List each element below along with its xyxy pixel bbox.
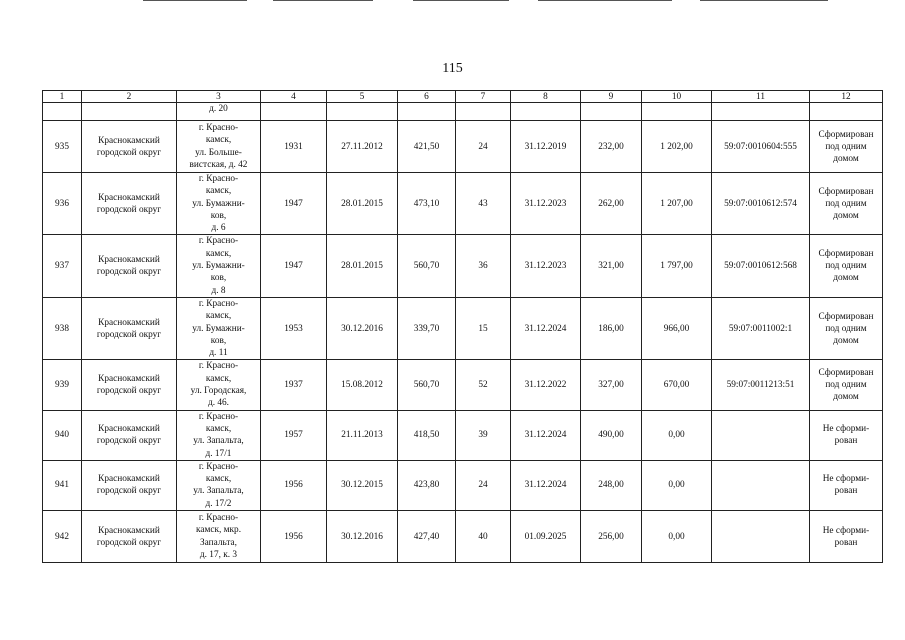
- municipality-cell: Краснокамский городской округ: [82, 360, 177, 410]
- column-10-cell: 670,00: [642, 360, 712, 410]
- area-cell: 418,50: [398, 410, 456, 460]
- column-9-cell: 186,00: [581, 297, 642, 359]
- residents-cell: 40: [456, 511, 511, 563]
- address-line: ул. Бумажни-: [192, 323, 245, 334]
- status-line: под одним: [825, 261, 867, 272]
- recognition-date-cell: 15.08.2012: [327, 360, 398, 410]
- address-cell: [177, 297, 261, 359]
- cadastral-number-cell: [712, 410, 810, 460]
- area-cell: 423,80: [398, 460, 456, 510]
- column-9-cell: 232,00: [581, 121, 642, 173]
- row-number-cell: 937: [43, 235, 82, 297]
- row-number-cell: 942: [43, 511, 82, 563]
- address-cell: [177, 460, 261, 510]
- address-line: ул. Запальта,: [193, 486, 244, 497]
- address-line: д. 17/2: [205, 498, 232, 509]
- residents-cell: 39: [456, 410, 511, 460]
- status-cell: [810, 173, 883, 235]
- address-line: г. Красно-: [198, 512, 239, 523]
- column-header: 7: [456, 91, 511, 103]
- status-line: Сформирован: [818, 311, 874, 322]
- address-line: ул. Бумажни-: [192, 198, 245, 209]
- area-cell: 473,10: [398, 173, 456, 235]
- residents-cell: 24: [456, 460, 511, 510]
- status-line: Не сформи-: [822, 525, 870, 536]
- address-cell: [177, 511, 261, 563]
- status-line: рован: [834, 436, 858, 447]
- column-header: 1: [43, 91, 82, 103]
- column-header: 6: [398, 91, 456, 103]
- address-line: д. 6: [211, 223, 226, 234]
- table-row: [43, 173, 883, 235]
- address-line: ул. Запальта,: [193, 436, 244, 447]
- address-line: д. 46.: [208, 398, 229, 409]
- row-number-cell: 935: [43, 121, 82, 173]
- resettlement-term-cell: 01.09.2025: [511, 511, 581, 563]
- municipality-cell: Краснокамский городской округ: [82, 173, 177, 235]
- status-cell: [810, 360, 883, 410]
- status-cell: [810, 460, 883, 510]
- address-line: д. 11: [209, 348, 228, 359]
- table-row: [43, 511, 883, 563]
- status-line: Сформирован: [818, 249, 874, 260]
- municipality-cell: Краснокамский городской округ: [82, 460, 177, 510]
- address-cell: [177, 360, 261, 410]
- recognition-date-cell: 27.11.2012: [327, 121, 398, 173]
- cadastral-number-cell: 59:07:0010604:555: [712, 121, 810, 173]
- address-line: камск,: [205, 311, 232, 322]
- column-10-cell: 0,00: [642, 511, 712, 563]
- column-10-cell: 1 207,00: [642, 173, 712, 235]
- column-9-cell: 490,00: [581, 410, 642, 460]
- column-10-cell: 1 797,00: [642, 235, 712, 297]
- year-built-cell: 1937: [261, 360, 327, 410]
- address-line: камск,: [205, 248, 232, 259]
- year-built-cell: 1931: [261, 121, 327, 173]
- address-line: вистская, д. 42: [189, 159, 248, 170]
- page-number: 115: [442, 61, 463, 76]
- status-cell: [810, 121, 883, 173]
- address-line: камск,: [205, 474, 232, 485]
- table-row: [43, 297, 883, 359]
- column-10-cell: 1 202,00: [642, 121, 712, 173]
- address-line: ков,: [210, 210, 227, 221]
- cadastral-number-cell: 59:07:0010612:574: [712, 173, 810, 235]
- resettlement-term-cell: 31.12.2022: [511, 360, 581, 410]
- residents-cell: 43: [456, 173, 511, 235]
- cadastral-number-cell: 59:07:0011002:1: [712, 297, 810, 359]
- status-line: рован: [834, 486, 858, 497]
- year-built-cell: 1947: [261, 235, 327, 297]
- status-line: рован: [834, 537, 858, 548]
- column-header: 8: [511, 91, 581, 103]
- column-number-row: [43, 91, 883, 103]
- column-9-cell: 262,00: [581, 173, 642, 235]
- area-cell: 339,70: [398, 297, 456, 359]
- status-line: Не сформи-: [822, 424, 870, 435]
- area-cell: 560,70: [398, 360, 456, 410]
- column-header: 4: [261, 91, 327, 103]
- recognition-date-cell: 21.11.2013: [327, 410, 398, 460]
- municipality-cell: Краснокамский городской округ: [82, 235, 177, 297]
- year-built-cell: 1947: [261, 173, 327, 235]
- address-line: д. 8: [211, 285, 226, 296]
- status-line: Сформирован: [818, 186, 874, 197]
- residents-cell: 15: [456, 297, 511, 359]
- address-line: г. Красно-: [198, 122, 239, 133]
- cadastral-number-cell: [712, 511, 810, 563]
- column-9-cell: 321,00: [581, 235, 642, 297]
- status-line: Сформирован: [818, 129, 874, 140]
- column-header: 3: [177, 91, 261, 103]
- row-number-cell: 941: [43, 460, 82, 510]
- table-row: [43, 460, 883, 510]
- year-built-cell: 1957: [261, 410, 327, 460]
- address-line: г. Красно-: [198, 236, 239, 247]
- address-line: Запальта,: [200, 537, 237, 548]
- area-cell: 427,40: [398, 511, 456, 563]
- status-line: Не сформи-: [822, 474, 870, 485]
- address-line: ков,: [210, 273, 227, 284]
- address-line: ул. Городская,: [190, 386, 247, 397]
- address-line: камск, мкр.: [195, 525, 242, 536]
- address-cell: [177, 173, 261, 235]
- column-9-cell: 248,00: [581, 460, 642, 510]
- address-cell: д. 20: [177, 103, 261, 121]
- municipality-cell: Краснокамский городской округ: [82, 410, 177, 460]
- status-cell: [810, 511, 883, 563]
- status-line: домом: [833, 335, 859, 346]
- status-line: Сформирован: [818, 368, 874, 379]
- year-built-cell: 1956: [261, 511, 327, 563]
- address-line: д. 17, к. 3: [199, 549, 238, 560]
- column-10-cell: 0,00: [642, 410, 712, 460]
- status-line: под одним: [825, 323, 867, 334]
- scan-top-rule: [0, 0, 905, 4]
- recognition-date-cell: 30.12.2016: [327, 511, 398, 563]
- residents-cell: 24: [456, 121, 511, 173]
- status-line: домом: [833, 210, 859, 221]
- area-cell: 421,50: [398, 121, 456, 173]
- address-line: г. Красно-: [198, 461, 239, 472]
- area-cell: 560,70: [398, 235, 456, 297]
- housing-register-table: [42, 90, 883, 563]
- column-header: 11: [712, 91, 810, 103]
- column-header: 5: [327, 91, 398, 103]
- recognition-date-cell: 28.01.2015: [327, 173, 398, 235]
- address-line: ул. Бумажни-: [192, 261, 245, 272]
- recognition-date-cell: 30.12.2015: [327, 460, 398, 510]
- municipality-cell: Краснокамский городской округ: [82, 121, 177, 173]
- row-number-cell: 940: [43, 410, 82, 460]
- residents-cell: 52: [456, 360, 511, 410]
- year-built-cell: 1956: [261, 460, 327, 510]
- address-line: камск,: [205, 373, 232, 384]
- column-9-cell: 327,00: [581, 360, 642, 410]
- address-line: ков,: [210, 335, 227, 346]
- continuation-row: [43, 103, 883, 121]
- column-10-cell: 0,00: [642, 460, 712, 510]
- address-line: камск,: [205, 423, 232, 434]
- cadastral-number-cell: [712, 460, 810, 510]
- column-header: 10: [642, 91, 712, 103]
- recognition-date-cell: 30.12.2016: [327, 297, 398, 359]
- municipality-cell: Краснокамский городской округ: [82, 511, 177, 563]
- status-cell: [810, 410, 883, 460]
- year-built-cell: 1953: [261, 297, 327, 359]
- address-line: г. Красно-: [198, 411, 239, 422]
- municipality-cell: Краснокамский городской округ: [82, 297, 177, 359]
- table-row: [43, 235, 883, 297]
- table-row: [43, 360, 883, 410]
- address-line: камск,: [205, 186, 232, 197]
- address-line: г. Красно-: [198, 361, 239, 372]
- table-row: [43, 121, 883, 173]
- address-line: г. Красно-: [198, 174, 239, 184]
- row-number-cell: 938: [43, 297, 82, 359]
- address-line: ул. Больше-: [195, 147, 242, 158]
- address-line: камск,: [205, 135, 232, 146]
- residents-cell: 36: [456, 235, 511, 297]
- resettlement-term-cell: 31.12.2019: [511, 121, 581, 173]
- status-cell: [810, 297, 883, 359]
- row-number-cell: 936: [43, 173, 82, 235]
- column-9-cell: 256,00: [581, 511, 642, 563]
- resettlement-term-cell: 31.12.2024: [511, 297, 581, 359]
- cadastral-number-cell: 59:07:0011213:51: [712, 360, 810, 410]
- status-line: под одним: [825, 198, 867, 209]
- resettlement-term-cell: 31.12.2023: [511, 173, 581, 235]
- column-header: 9: [581, 91, 642, 103]
- status-line: под одним: [825, 380, 867, 391]
- status-line: домом: [833, 392, 859, 403]
- resettlement-term-cell: 31.12.2024: [511, 460, 581, 510]
- status-line: домом: [833, 153, 859, 164]
- cadastral-number-cell: 59:07:0010612:568: [712, 235, 810, 297]
- row-number-cell: 939: [43, 360, 82, 410]
- column-10-cell: 966,00: [642, 297, 712, 359]
- address-line: д. 17/1: [205, 448, 232, 459]
- resettlement-term-cell: 31.12.2024: [511, 410, 581, 460]
- status-line: домом: [833, 273, 859, 284]
- column-header: 12: [810, 91, 883, 103]
- address-line: г. Красно-: [198, 298, 239, 309]
- address-cell: [177, 121, 261, 173]
- table-row: [43, 410, 883, 460]
- recognition-date-cell: 28.01.2015: [327, 235, 398, 297]
- address-cell: [177, 235, 261, 297]
- column-header: 2: [82, 91, 177, 103]
- status-line: под одним: [825, 141, 867, 152]
- status-cell: [810, 235, 883, 297]
- resettlement-term-cell: 31.12.2023: [511, 235, 581, 297]
- address-cell: [177, 410, 261, 460]
